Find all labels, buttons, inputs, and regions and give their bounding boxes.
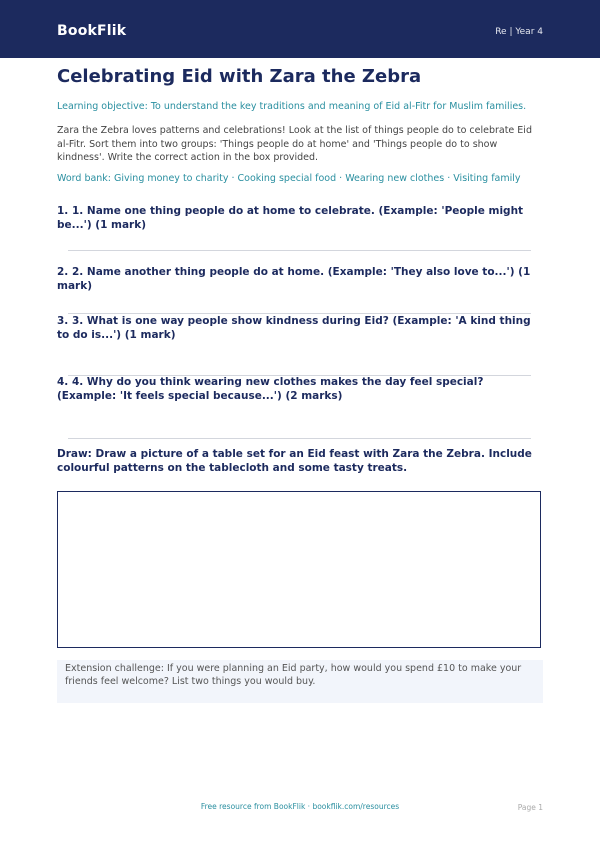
subject-year: Re | Year 4 bbox=[495, 27, 543, 37]
header-bar bbox=[0, 0, 600, 58]
extension-challenge: Extension challenge: If you were planning an Eid party, how would you spend £10 to make your friends feel welcome? List two things you would buy. bbox=[57, 660, 543, 703]
question-4: 4. 4. Why do you think wearing new clothes makes the day feel special? (Example: 'It feels special because...') (2 marks) bbox=[57, 376, 484, 402]
page-number: Page 1 bbox=[517, 803, 543, 812]
question-1: 1. 1. Name one thing people do at home to celebrate. (Example: 'People might be...') (1 mark) bbox=[57, 205, 524, 231]
draw-prompt: Draw: Draw a picture of a table set for an Eid feast with Zara the Zebra. Include colourful patterns on the tablecloth and some tasty treats. bbox=[57, 448, 532, 474]
footer-text: Free resource from BookFlik · bookflik.com/resources bbox=[200, 802, 400, 811]
answer-line-4[interactable] bbox=[68, 438, 531, 439]
question-3: 3. 3. What is one way people show kindness during Eid? (Example: 'A kind thing to do is...') (1 mark) bbox=[57, 315, 531, 341]
page-title: Celebrating Eid with Zara the Zebra bbox=[57, 66, 422, 87]
answer-line-1[interactable] bbox=[68, 250, 531, 251]
learning-objective: Learning objective: To understand the key traditions and meaning of Eid al-Fitr for Muslim families. bbox=[57, 101, 527, 112]
drawing-box[interactable] bbox=[57, 491, 541, 648]
brand-logo: BookFlik bbox=[57, 23, 127, 39]
intro-text: Zara the Zebra loves patterns and celebrations! Look at the list of things people do to celebrate Eid al-Fitr. Sort them into two groups: 'Things people do at home' and 'Things people do to show kindness'. Write the correct action in the box provided. bbox=[57, 125, 532, 163]
word-bank: Word bank: Giving money to charity · Cooking special food · Wearing new clothes · Visiting family bbox=[57, 173, 521, 184]
question-2: 2. 2. Name another thing people do at home. (Example: 'They also love to...') (1 mark) bbox=[57, 266, 531, 292]
